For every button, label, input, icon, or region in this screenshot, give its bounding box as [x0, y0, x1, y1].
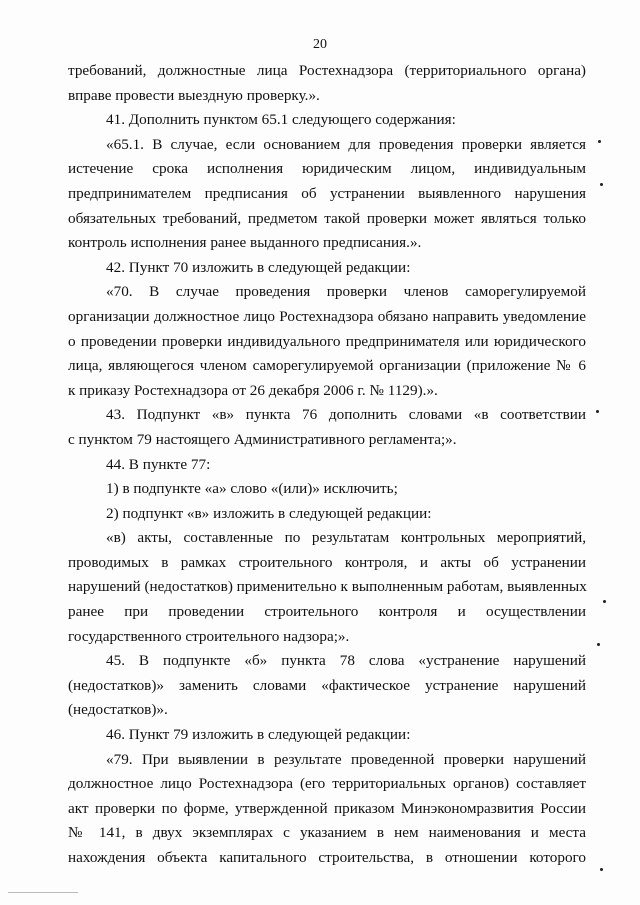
text-line: ранее при проведении строительного контроля и осуществлении [68, 603, 586, 621]
text-line: 43. Подпункт «в» пункта 76 дополнить словами «в соответствии [106, 406, 586, 424]
text-line: организации должностное лицо Ростехнадзора обязано направить уведомление [68, 307, 586, 325]
text-line: нарушений (недостатков) применительно к выполненным работам, выявленных [68, 578, 587, 596]
text-line: требований, должностные лица Ростехнадзора (территориального органа) [68, 62, 586, 79]
text-line: 45. В подпункте «б» пункта 78 слова «устранение нарушений [106, 652, 586, 670]
scan-speck [598, 140, 601, 143]
text-line: к приказу Ростехнадзора от 26 декабря 2006 г. № 1129).». [68, 381, 438, 399]
text-line: «70. В случае проведения проверки членов саморегулируемой [106, 283, 586, 301]
text-line: 44. В пункте 77: [106, 455, 211, 473]
text-line: предпринимателем предписания об устранении выявленного нарушения [68, 184, 586, 202]
text-line: (недостатков)». [68, 701, 168, 719]
scan-speck [600, 868, 603, 871]
scan-edge-line [8, 892, 78, 893]
text-line: 46. Пункт 79 изложить в следующей редакции: [106, 726, 411, 744]
scan-speck [600, 183, 603, 186]
text-line: акт проверки по форме, утвержденной приказом Минэкономразвития России [68, 799, 586, 817]
text-line: лица, являющегося членом саморегулируемой организации (приложение № 6 [68, 357, 586, 375]
text-line: (недостатков)» заменить словами «фактическое устранение нарушений [68, 676, 586, 694]
document-body [68, 59, 586, 871]
page-number: 20 [313, 37, 327, 52]
text-line: нахождения объекта капитального строительства, в отношении которого [68, 849, 586, 866]
text-line: 41. Дополнить пунктом 65.1 следующего содержания: [106, 111, 456, 129]
text-line: проводимых в рамках строительного контроля, и акты об устранении [68, 553, 586, 571]
text-line: о проведении проверки индивидуального предпринимателя или юридического [68, 332, 586, 350]
text-line: обязательных требований, предметом такой проверки может являться только [68, 209, 586, 227]
text-line: «65.1. В случае, если основанием для проведения проверки является [106, 135, 586, 153]
text-line: контроль исполнения ранее выданного предписания.». [68, 234, 422, 252]
text-line: с пунктом 79 настоящего Административного регламента;». [68, 430, 457, 448]
text-line: государственного строительного надзора;». [68, 627, 350, 645]
text-line: должностное лицо Ростехнадзора (его территориальных органов) составляет [68, 775, 586, 793]
text-line: «в) акты, составленные по результатам контрольных мероприятий, [106, 529, 586, 547]
text-line: 1) в подпункте «а» слово «(или)» исключить; [106, 480, 398, 498]
scan-speck [596, 410, 599, 413]
text-line: «79. При выявлении в результате проведенной проверки нарушений [106, 750, 586, 768]
text-line: 2) подпункт «в» изложить в следующей редакции: [106, 504, 432, 522]
text-line: 42. Пункт 70 изложить в следующей редакции: [106, 258, 411, 276]
text-line: вправе провести выездную проверку.». [68, 86, 320, 104]
text-line: истечение срока исполнения юридическим лицом, индивидуальным [68, 160, 586, 178]
scan-speck [597, 643, 600, 646]
scan-speck [603, 600, 606, 603]
text-line: № 141, в двух экземплярах с указанием в нем наименования и места [68, 824, 586, 842]
